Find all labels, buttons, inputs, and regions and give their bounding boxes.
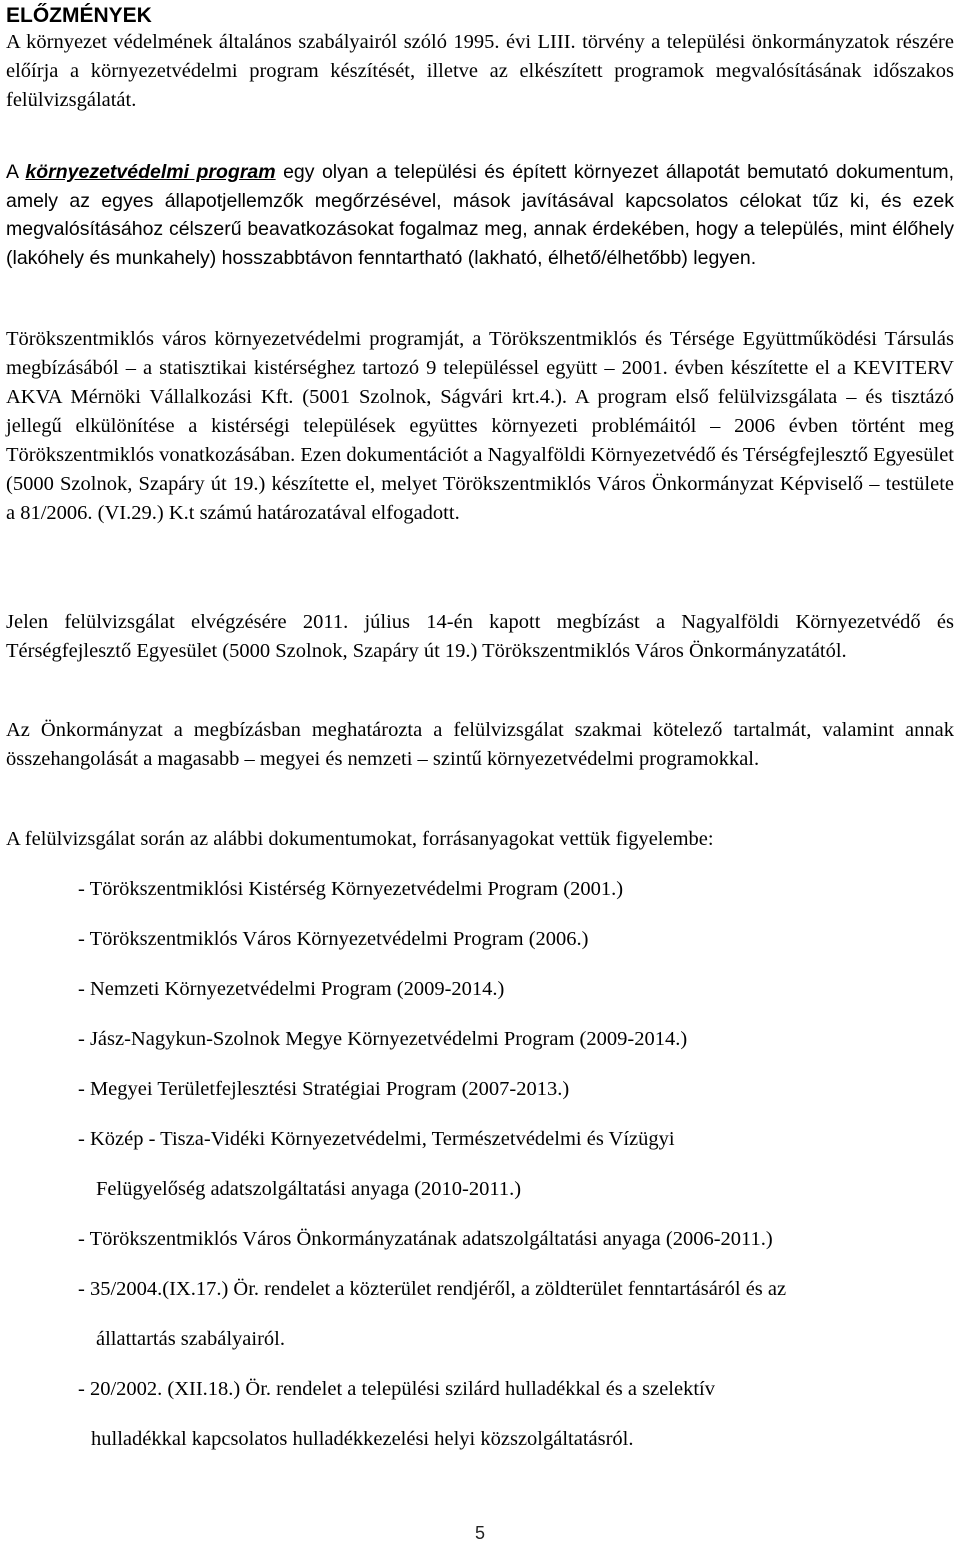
list-item-continuation: Felügyelőség adatszolgáltatási anyaga (2010-2011.) xyxy=(96,1178,522,1200)
paragraph-lead: A xyxy=(6,161,26,183)
paragraph-program-definition xyxy=(6,158,954,272)
list-item-continuation: állattartás szabályairól. xyxy=(96,1328,285,1350)
list-item: - 35/2004.(IX.17.) Ör. rendelet a közterület rendjéről, a zöldterület fenntartásáról és az xyxy=(78,1278,787,1300)
list-item: - Törökszentmiklós Város Környezetvédelmi Program (2006.) xyxy=(78,928,589,950)
list-item: - Megyei Területfejlesztési Stratégiai Program (2007-2013.) xyxy=(78,1078,570,1100)
paragraph-law-reference: A környezet védelmének általános szabályairól szóló 1995. évi LIII. törvény a települési önkormányzatok részére előírja a környezetvédelmi program készítését, illetve az elkészített programok megvalósításának időszakos felülvizsgálatát. xyxy=(6,31,954,111)
section-heading: ELŐZMÉNYEK xyxy=(6,4,152,27)
list-item: - Jász-Nagykun-Szolnok Megye Környezetvédelmi Program (2009-2014.) xyxy=(78,1028,688,1050)
paragraph-history: Törökszentmiklós város környezetvédelmi programját, a Törökszentmiklós és Térsége Együttműködési Társulás megbízásából – a statisztikai kistérséghez tartozó 9 településsel együtt – 2001. évben készítette el a KEVITERV AKVA Mérnöki Vállalkozási Kft. (5001 Szolnok, Ságvári krt.4.). A program első felülvizsgálata – és tisztázó jellegű elkülönítése a kistérségi települések együttes környezeti problémáitól – 2006 évben történt meg Törökszentmiklós vonatkozásában. Ezen dokumentációt a Nagyalföldi Környezetvédő és Térségfejlesztő Egyesület (5000 Szolnok, Szapáry út 19.) készítette el, melyet Törökszentmiklós Város Önkormányzat Képviselő – testülete a 81/2006. (VI.29.) K.t számú határozatával elfogadott. xyxy=(6,328,954,524)
list-item: - 20/2002. (XII.18.) Ör. rendelet a települési szilárd hulladékkal és a szelektív xyxy=(78,1378,715,1400)
list-item: - Nemzeti Környezetvédelmi Program (2009-2014.) xyxy=(78,978,505,1000)
paragraph-current-review: Jelen felülvizsgálat elvégzésére 2011. július 14-én kapott megbízást a Nagyalföldi Környezetvédő és Térségfejlesztő Egyesület (5000 Szolnok, Szapáry út 19.) Törökszentmiklós Város Önkormányzatától. xyxy=(6,611,954,662)
list-item: - Közép - Tisza-Vidéki Környezetvédelmi, Természetvédelmi és Vízügyi xyxy=(78,1128,675,1150)
paragraph-rest: egy olyan a települési és épített környezet állapotát bemutató dokumentum, amely az egyes állapotjellemzők megőrzésével, mások javításával kapcsolatos célokat tűz ki, és ezek megvalósításához célszerű beavatkozásokat fogalmaz meg, annak érdekében, hogy a település, mint élőhely (lakóhely és munkahely) hosszabbtávon fenntartható (lakható, élhető/élhetőbb) legyen. xyxy=(6,161,954,269)
list-item: - Törökszentmiklósi Kistérség Környezetvédelmi Program (2001.) xyxy=(78,878,624,900)
list-item-continuation: hulladékkal kapcsolatos hulladékkezelési helyi közszolgáltatásról. xyxy=(91,1428,634,1450)
paragraph-requirements: Az Önkormányzat a megbízásban meghatározta a felülvizsgálat szakmai kötelező tartalmát, valamint annak összehangolását a magasabb – megyei és nemzeti – szintű környezetvédelmi programokkal. xyxy=(6,719,954,770)
program-keyword: környezetvédelmi program xyxy=(25,161,276,183)
list-item: - Törökszentmiklós Város Önkormányzatának adatszolgáltatási anyaga (2006-2011.) xyxy=(78,1228,773,1250)
page-number: 5 xyxy=(474,1523,485,1543)
paragraph-sources-intro: A felülvizsgálat során az alábbi dokumentumokat, forrásanyagokat vettük figyelembe: xyxy=(6,828,714,850)
